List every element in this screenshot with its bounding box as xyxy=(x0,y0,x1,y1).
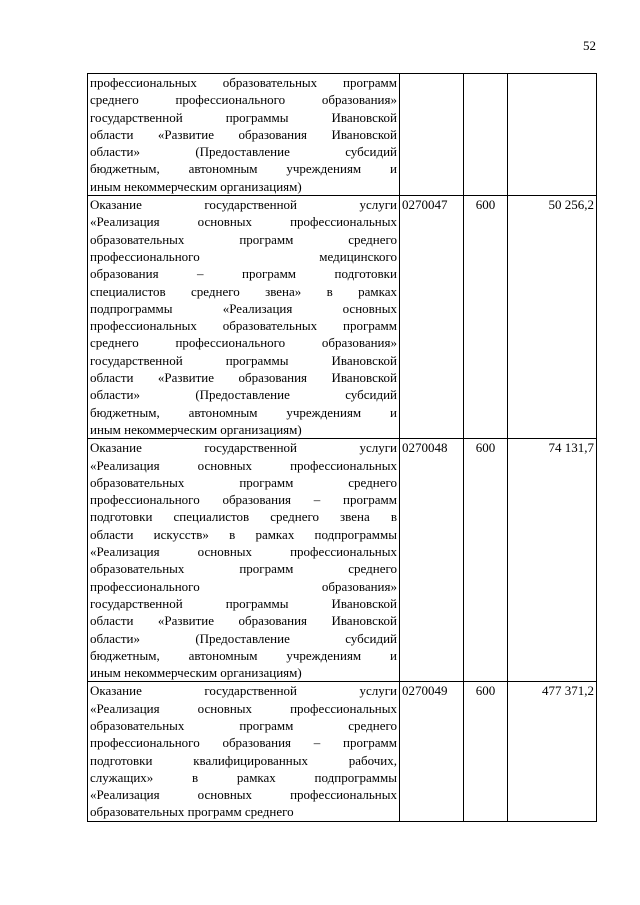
description-line: области «Развитие образования Ивановской xyxy=(90,370,397,386)
description-cell xyxy=(88,682,400,821)
description-cell xyxy=(88,196,400,439)
expense-type-cell: 600 xyxy=(464,196,508,439)
description-line: профессиональных образовательных программ xyxy=(90,75,397,90)
description-line: области искусств» в рамках подпрограммы xyxy=(90,526,397,542)
target-article-code-cell: 0270049 xyxy=(400,682,464,821)
description-line: образовательных программ среднего xyxy=(90,231,397,247)
description-line: «Реализация основных профессиональных xyxy=(90,214,397,230)
amount-cell xyxy=(508,74,597,196)
description-line: образовательных программ среднего xyxy=(90,717,397,733)
description-line: специалистов среднего звена» в рамках xyxy=(90,283,397,299)
description-line: образовательных программ среднего xyxy=(90,561,397,577)
expense-type-cell xyxy=(464,74,508,196)
table-row xyxy=(88,196,597,439)
amount-cell: 50 256,2 xyxy=(508,196,597,439)
description-line: государственной программы Ивановской xyxy=(90,595,397,611)
description-line: образования – программ подготовки xyxy=(90,266,397,282)
description-line: области» (Предоставление субсидий xyxy=(90,630,397,646)
table-row xyxy=(88,682,597,821)
description-line: образовательных программ среднего xyxy=(90,474,397,490)
amount-cell: 74 131,7 xyxy=(508,439,597,682)
table-row xyxy=(88,439,597,682)
expense-type-cell: 600 xyxy=(464,439,508,682)
page-number: 52 xyxy=(583,38,596,53)
description-line: подготовки квалифицированных рабочих, xyxy=(90,752,397,768)
description-line: иным некоммерческим организациям) xyxy=(90,665,302,681)
description-line: подпрограммы «Реализация основных xyxy=(90,300,397,316)
expense-type-cell: 600 xyxy=(464,682,508,821)
target-article-code-cell: 0270047 xyxy=(400,196,464,439)
description-line: профессионального образования – программ xyxy=(90,492,397,508)
description-line: образовательных программ среднего xyxy=(90,804,294,820)
description-line: области» (Предоставление субсидий xyxy=(90,144,397,160)
description-line: «Реализация основных профессиональных xyxy=(90,457,397,473)
description-line: иным некоммерческим организациям) xyxy=(90,421,302,437)
description-line: среднего профессионального образования» xyxy=(90,335,397,351)
description-line: среднего профессионального образования» xyxy=(90,92,397,108)
description-line: области «Развитие образования Ивановской xyxy=(90,613,397,629)
description-line: профессионального образования» xyxy=(90,578,397,594)
description-cell xyxy=(88,74,400,196)
description-line: профессионального медицинского xyxy=(90,248,397,264)
target-article-code-cell: 0270048 xyxy=(400,439,464,682)
description-line: «Реализация основных профессиональных xyxy=(90,700,397,716)
description-line: «Реализация основных профессиональных xyxy=(90,544,397,560)
description-line: подготовки специалистов среднего звена в xyxy=(90,509,397,525)
amount-cell: 477 371,2 xyxy=(508,682,597,821)
description-line: служащих» в рамках подпрограммы xyxy=(90,769,397,785)
description-line: государственной программы Ивановской xyxy=(90,109,397,125)
table-row xyxy=(88,74,597,196)
description-line: Оказание государственной услуги xyxy=(90,683,397,699)
description-line: Оказание государственной услуги xyxy=(90,197,397,213)
description-line: бюджетным, автономным учреждениям и xyxy=(90,161,397,177)
description-cell xyxy=(88,439,400,682)
description-line: бюджетным, автономным учреждениям и xyxy=(90,647,397,663)
description-line: профессиональных образовательных программ xyxy=(90,318,397,334)
description-line: области» (Предоставление субсидий xyxy=(90,387,397,403)
table-body xyxy=(88,74,597,822)
description-line: области «Развитие образования Ивановской xyxy=(90,126,397,142)
description-line: профессионального образования – программ xyxy=(90,735,397,751)
target-article-code-cell xyxy=(400,74,464,196)
description-line: государственной программы Ивановской xyxy=(90,352,397,368)
description-line: Оказание государственной услуги xyxy=(90,440,397,456)
description-line: иным некоммерческим организациям) xyxy=(90,178,302,194)
description-line: бюджетным, автономным учреждениям и xyxy=(90,404,397,420)
description-line: «Реализация основных профессиональных xyxy=(90,787,397,803)
budget-table xyxy=(87,73,597,822)
